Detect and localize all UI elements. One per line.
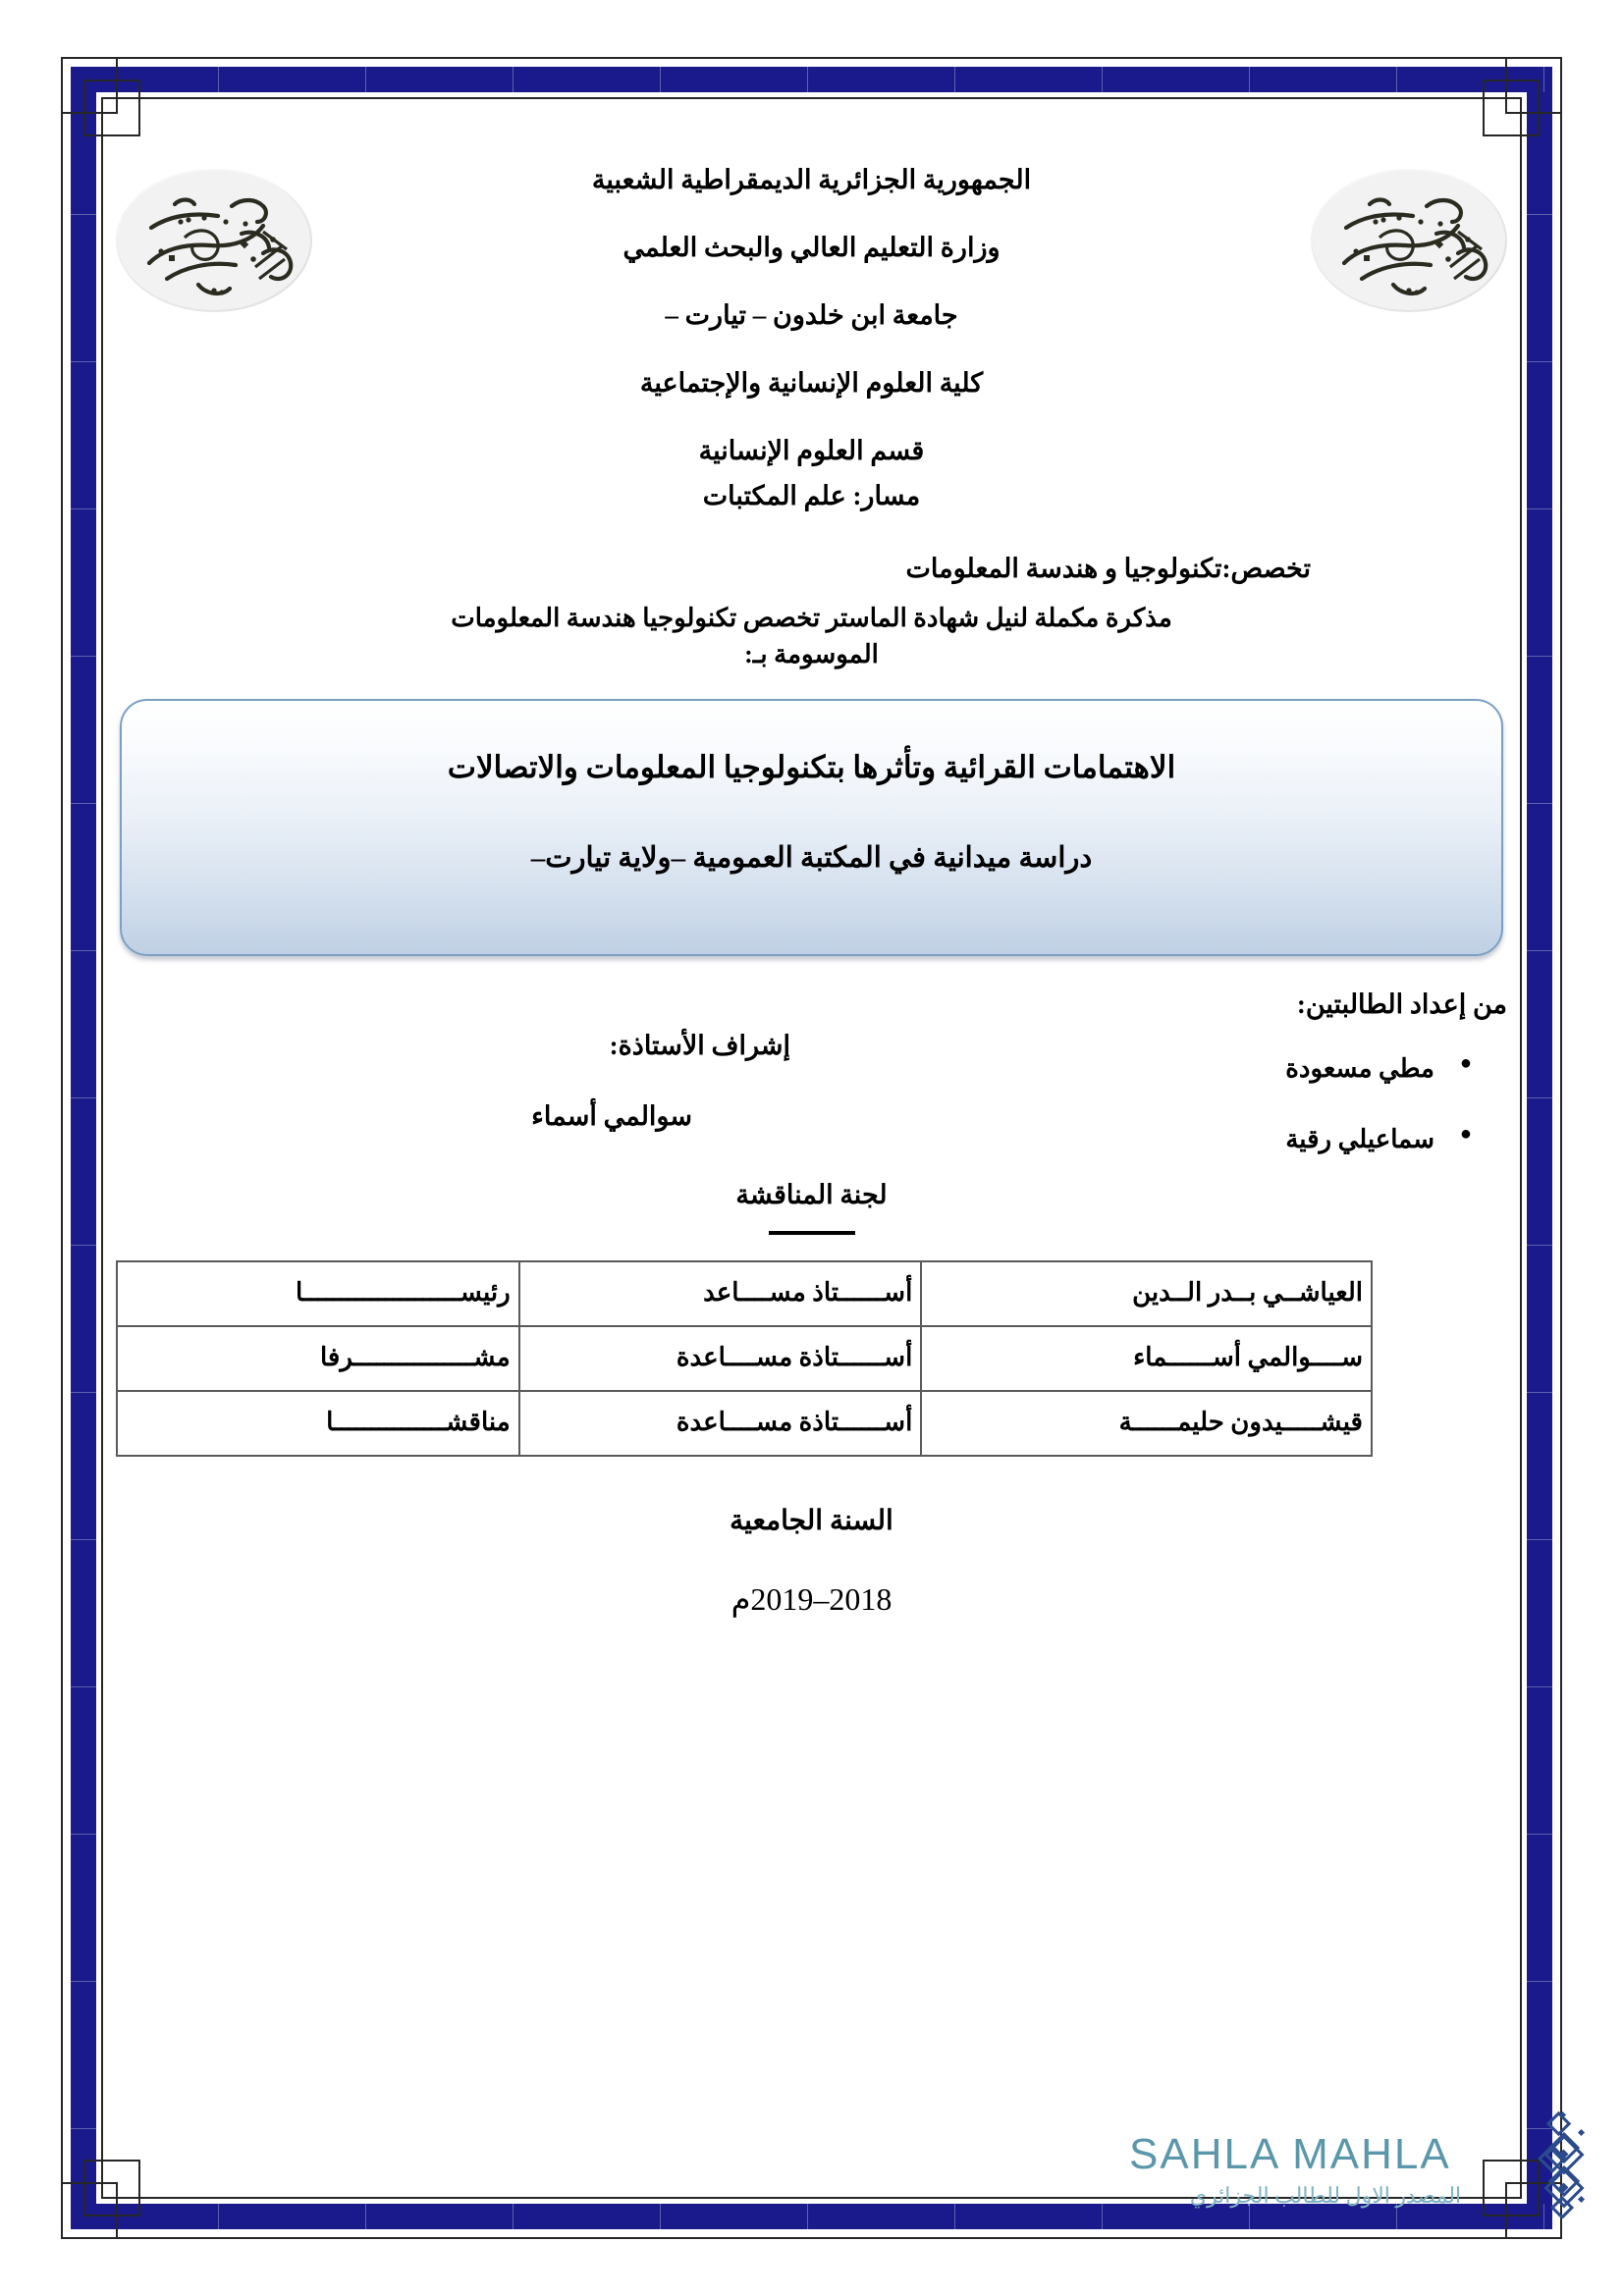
academic-year-label: السنة الجامعية	[730, 1506, 893, 1536]
corner-weave-tl-a	[61, 57, 118, 114]
header-line-department: قسم العلوم الإنسانية	[698, 436, 925, 465]
supervisor-label: إشراف الأستاذة:	[609, 1031, 790, 1060]
table-row	[117, 1391, 1372, 1456]
corner-weave-bl-a	[61, 2182, 118, 2239]
institution-header	[116, 167, 1507, 506]
author-item: ● سماعيلي رقية	[1285, 1125, 1434, 1154]
committee-underline	[769, 1231, 855, 1235]
academic-year-value: 2018–2019م	[730, 1581, 893, 1617]
committee-member-role: رئيســـــــــــــــــــــا	[117, 1261, 519, 1326]
committee-table	[116, 1260, 1373, 1457]
committee-member-rank: أســــــتاذ مســــاعد	[519, 1261, 922, 1326]
table-row	[117, 1326, 1372, 1391]
memoir-statement-line1: مذكرة مكملة لنيل شهادة الماستر تخصص تكنولوجيا هندسة المعلومات	[451, 604, 1172, 632]
thesis-title: الاهتمامات القرائية وتأثرها بتكنولوجيا المعلومات والاتصالات	[447, 750, 1176, 784]
page-content	[116, 110, 1507, 2186]
author-item: ● مطي مسعودة	[1285, 1054, 1434, 1084]
thesis-subtitle: دراسة ميدانية في المكتبة العمومية –ولاية تيارت–	[530, 842, 1093, 874]
committee-member-name: قيشـــــيدون حليمــــــة	[921, 1391, 1372, 1456]
memoir-statement-line2: الموسومة بـ:	[744, 639, 879, 668]
committee-member-rank: أســــــتاذة مســــاعدة	[519, 1326, 922, 1391]
thesis-title-box	[120, 699, 1503, 956]
memoir-statement	[116, 601, 1507, 673]
committee-member-rank: أســــــتاذة مســــاعدة	[519, 1391, 922, 1456]
track-line: مسار: علم المكتبات	[702, 481, 921, 510]
header-line-ministry: وزارة التعليم العالي والبحث العلمي	[622, 233, 1001, 262]
committee-member-role: مشــــــــــــــــرفا	[117, 1326, 519, 1391]
committee-title: لجنة المناقشة	[735, 1180, 888, 1209]
authors-label: من إعداد الطالبتين:	[1296, 989, 1507, 1019]
header-line-university: جامعة ابن خلدون – تيارت –	[665, 300, 958, 330]
authors-list	[1285, 1054, 1472, 1196]
table-row	[117, 1261, 1372, 1326]
header-line-country: الجمهورية الجزائرية الديمقراطية الشعبية	[591, 165, 1032, 194]
supervisor-name: سوالمي أسماء	[531, 1101, 692, 1131]
watermark-brand: SAHLA MAHLA	[1129, 2130, 1451, 2178]
committee-member-name: العياشــي بــدر الــدين	[921, 1261, 1372, 1326]
corner-weave-tr-a	[1505, 57, 1562, 114]
committee-member-name: ســــوالمي أســــــماء	[921, 1326, 1372, 1391]
committee-member-role: مناقشـــــــــــــــا	[117, 1391, 519, 1456]
specialization-line: تخصص:تكنولوجيا و هندسة المعلومات	[905, 554, 1311, 583]
watermark-logo-icon	[1528, 2110, 1593, 2218]
corner-weave-br-a	[1505, 2182, 1562, 2239]
watermark-tagline: المصدر الاول للطالب الجزائري	[1189, 2183, 1462, 2208]
header-line-faculty: كلية العلوم الإنسانية والإجتماعية	[639, 368, 984, 398]
